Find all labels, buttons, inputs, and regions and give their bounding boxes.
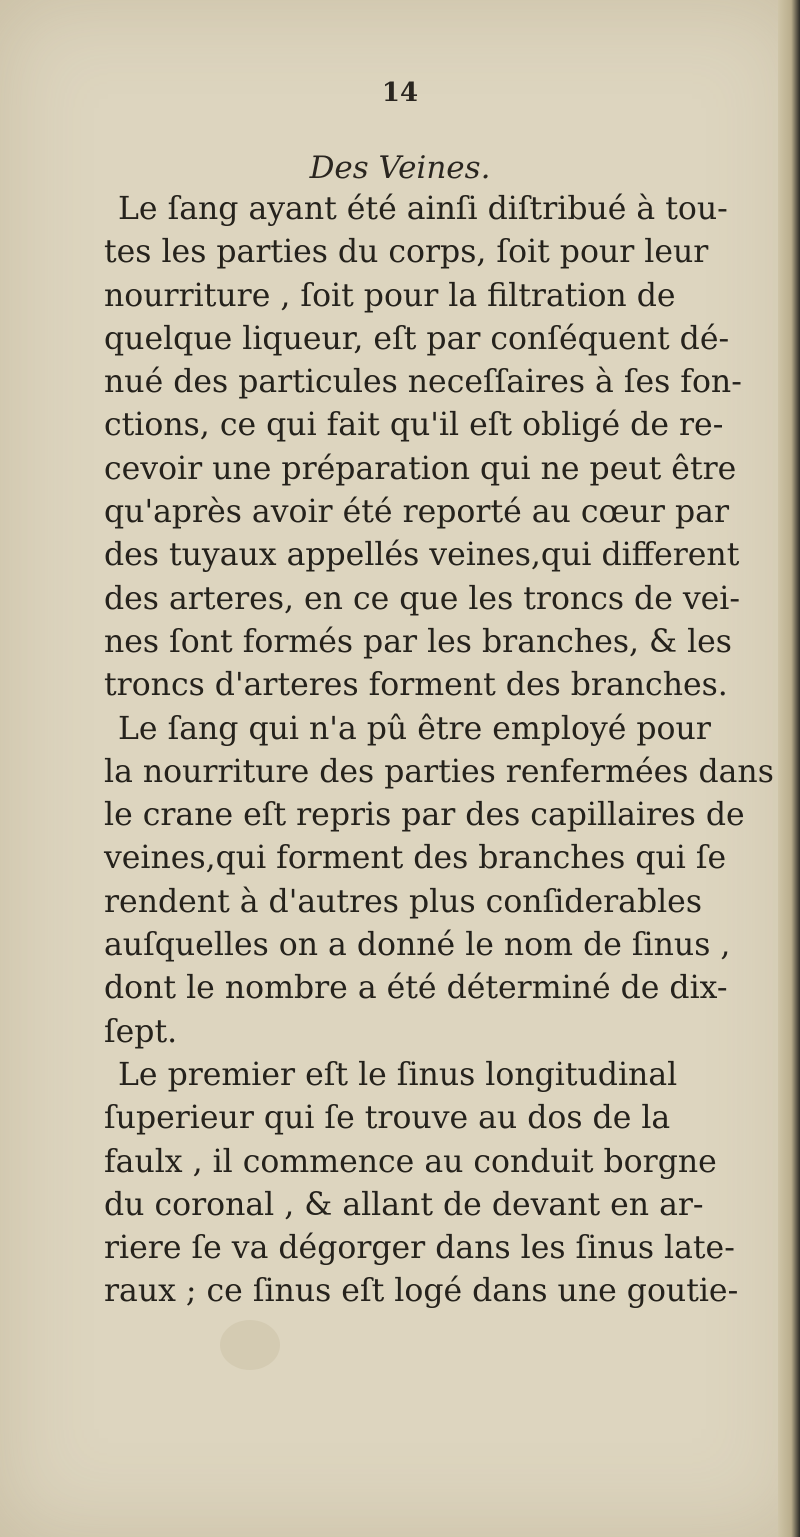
text-line: raux ; ce ſinus eſt logé dans une goutie- <box>104 1273 739 1310</box>
text-line: la nourriture des parties renfermées dans <box>104 753 774 790</box>
text-line: veines,qui forment des branches qui ſe <box>104 840 727 877</box>
text-line: qu'après avoir été reporté au cœur par <box>104 494 730 531</box>
text-line: nué des particules neceſſaires à ſes fon- <box>104 364 742 401</box>
text-line: faulx , il commence au conduit borgne <box>104 1143 717 1180</box>
page-edge <box>778 0 800 1537</box>
text-line: cevoir une préparation qui ne peut être <box>104 450 737 487</box>
text-line: auſquelles on a donné le nom de ſinus , <box>104 927 731 964</box>
text-line: rendent à d'autres plus conſiderables <box>104 883 702 920</box>
text-line: ſuperieur qui ſe trouve au dos de la <box>104 1100 671 1137</box>
text-line: Le ſang ayant été ainſi diſtribué à tou- <box>118 191 728 227</box>
text-line: Le premier eſt le ſinus longitudinal <box>118 1056 678 1093</box>
section-heading: Des Veines. <box>309 150 491 186</box>
text-line: riere ſe va dégorger dans les ſinus late- <box>104 1230 735 1267</box>
paper-stain <box>220 1320 280 1370</box>
text-line: des tuyaux appellés veines,qui different <box>104 537 740 574</box>
text-line: du coronal , & allant de devant en ar- <box>104 1186 704 1223</box>
text-line: Le ſang qui n'a pû être employé pour <box>118 710 711 747</box>
text-line: tes les parties du corps, ſoit pour leur <box>104 234 709 271</box>
text-line: ſept. <box>104 1013 178 1050</box>
body-text <box>104 188 774 1314</box>
text-line: troncs d'arteres forment des branches. <box>104 667 728 704</box>
text-line: ctions, ce qui fait qu'il eſt obligé de re- <box>104 407 724 444</box>
text-line: nourriture , ſoit pour la filtration de <box>104 277 676 314</box>
text-line: quelque liqueur, eſt par conſéquent dé- <box>104 320 730 357</box>
text-line: dont le nombre a été déterminé de dix- <box>104 970 728 1007</box>
page-number: 14 <box>381 78 419 108</box>
text-line: des arteres, en ce que les troncs de vei- <box>104 580 741 617</box>
text-line: le crane eſt repris par des capillaires de <box>104 797 745 834</box>
text-line: nes ſont formés par les branches, & les <box>104 623 732 660</box>
